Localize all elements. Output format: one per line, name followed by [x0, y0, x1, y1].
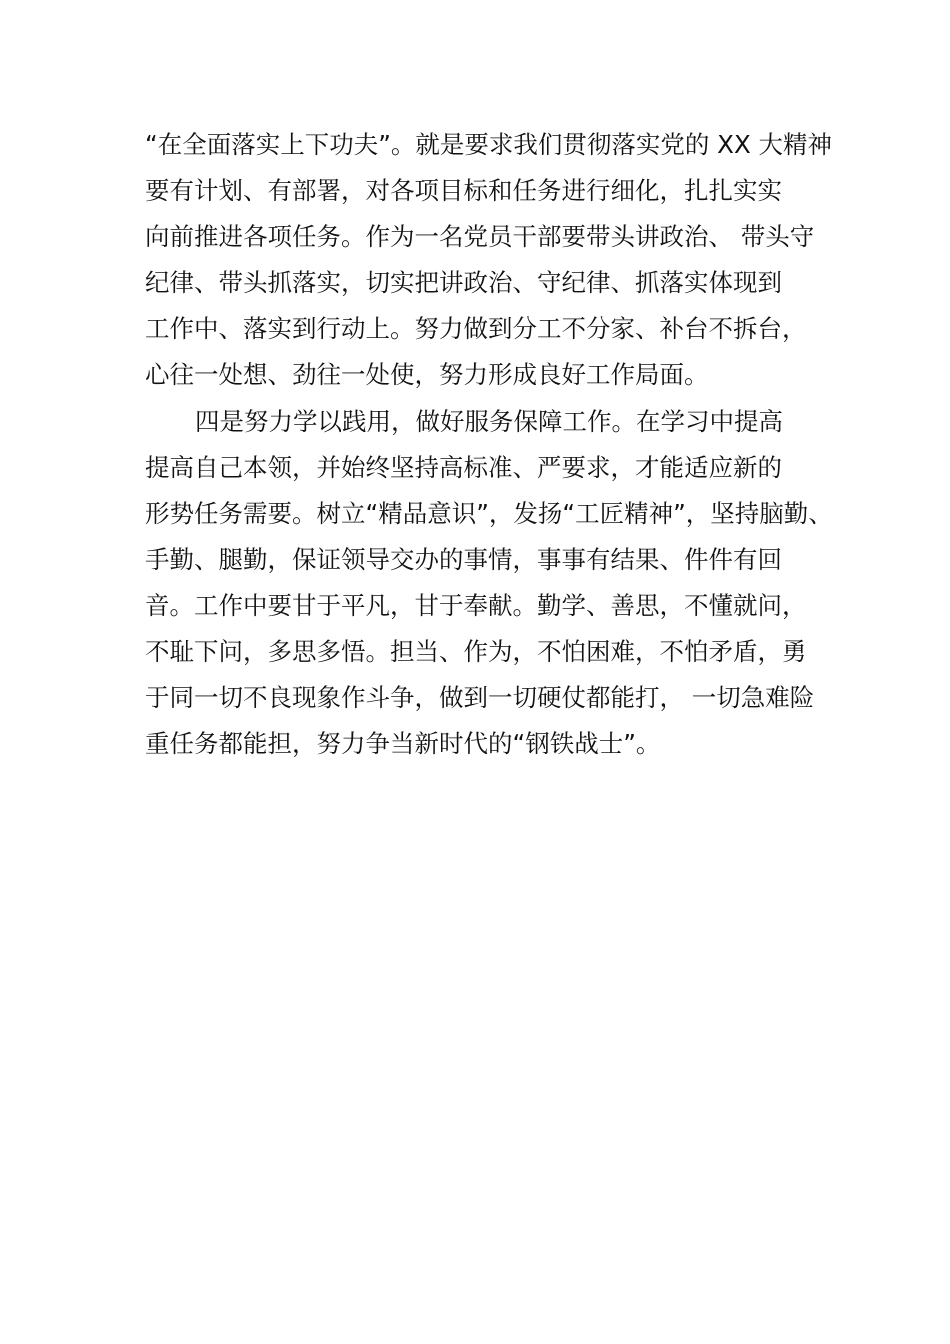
paragraph-line: 要有计划、有部署，对各项目标和任务进行细化，扎扎实实 — [145, 176, 782, 206]
paragraph-line: 提高自己本领，并始终坚持高标准、严要求，才能适应新的 — [145, 452, 782, 482]
paragraph-2 — [145, 399, 833, 768]
paragraph-line: 工作中、落实到行动上。努力做到分工不分家、补台不拆台， — [145, 314, 807, 344]
paragraph-line: 重任务都能担，努力争当新时代的“钢铁战士”。 — [145, 729, 661, 759]
paragraph-line: 四是努力学以践用，做好服务保障工作。在学习中提高 — [195, 406, 783, 436]
paragraph-line: 向前推进各项任务。作为一名党员干部要带头讲政治、 带头守 — [145, 222, 815, 252]
paragraph-line: 心往一处想、劲往一处使，努力形成良好工作局面。 — [145, 360, 709, 390]
paragraph-line: 形势任务需要。树立“精品意识”，发扬“工匠精神”，坚持脑勤、 — [145, 498, 833, 528]
paragraph-line: 于同一切不良现象作斗争，做到一切硬仗都能打， 一切急难险 — [145, 683, 815, 713]
paragraph-line: 音。工作中要甘于平凡，甘于奉献。勤学、善思，不懂就问， — [145, 590, 807, 620]
paragraph-line: “在全面落实上下功夫”。就是要求我们贯彻落实党的 XX 大精神 — [145, 130, 833, 159]
paragraph-1 — [145, 122, 833, 399]
document-body — [145, 122, 833, 767]
paragraph-line: 不耻下问，多思多悟。担当、作为，不怕困难，不怕矛盾，勇 — [145, 637, 807, 667]
paragraph-line: 纪律、带头抓落实，切实把讲政治、守纪律、抓落实体现到 — [145, 268, 782, 298]
paragraph-line: 手勤、腿勤，保证领导交办的事情，事事有结果、件件有回 — [145, 544, 782, 574]
